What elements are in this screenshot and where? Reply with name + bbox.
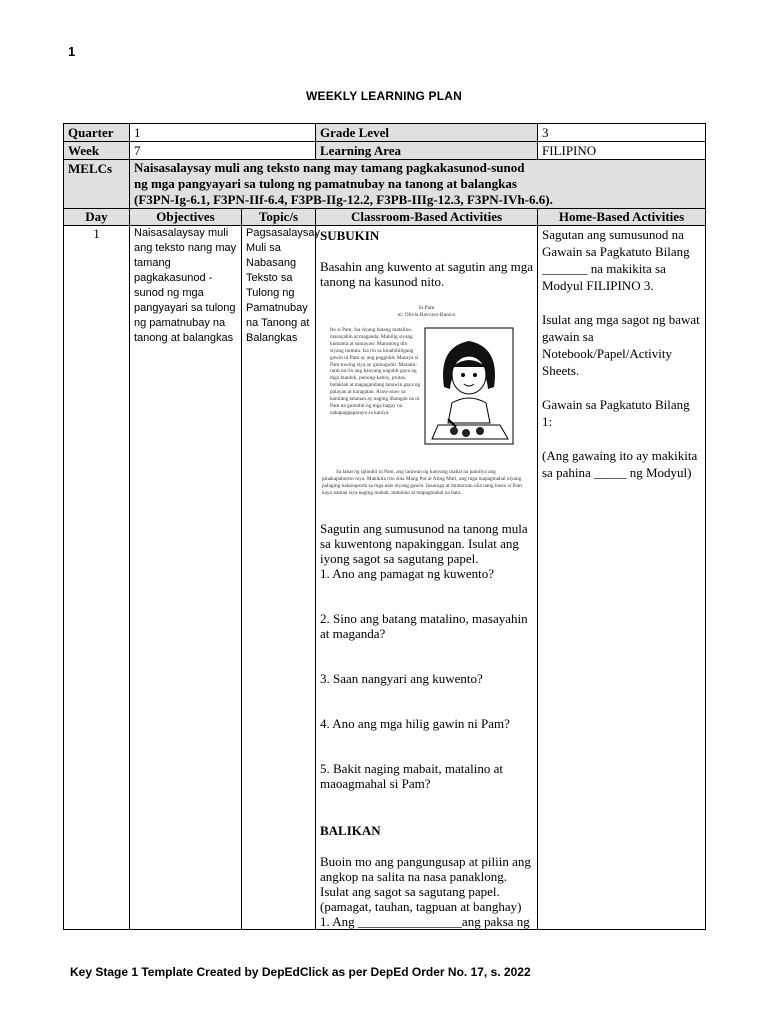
melcs-line-2: ng mga pangyayari sa tulong ng pamatnubay na tanong at balangkas (134, 176, 517, 191)
weekly-plan-table (63, 123, 706, 930)
question-4: 4. Ano ang mga hilig gawin ni Pam? (320, 716, 510, 731)
footer-note: Key Stage 1 Template Created by DepEdClick as per DepEd Order No. 17, s. 2022 (70, 965, 531, 979)
quarter-value: 1 (130, 124, 316, 142)
learning-area-value: FILIPINO (538, 142, 706, 160)
page-number: 1 (68, 44, 76, 59)
grade-level-value: 3 (538, 124, 706, 142)
col-classroom-activities: Classroom-Based Activities (316, 209, 538, 226)
column-header-row (64, 209, 706, 226)
home-activity-4: (Ang gawaing ito ay makikita sa pahina _____ ng Modyul) (542, 448, 698, 480)
story-title: Si Pam (418, 305, 435, 311)
home-activity-3: Gawain sa Pagkatuto Bilang 1: (542, 397, 690, 429)
document-title: WEEKLY LEARNING PLAN (305, 89, 462, 103)
question-5: 5. Bakit naging mabait, matalino at maoagmahal si Pam? (320, 761, 504, 791)
week-label: Week (64, 142, 130, 160)
classroom-activities (316, 226, 538, 930)
balikan-title: BALIKAN (320, 823, 381, 838)
col-day: Day (64, 209, 130, 226)
quarter-label: Quarter (64, 124, 130, 142)
col-home-activities: Home-Based Activities (538, 209, 706, 226)
quarter-row (64, 124, 706, 142)
melcs-line-1: Naisasalaysay muli ang teksto nang may tamang pagkakasunod-sunod (134, 160, 525, 175)
subukin-title: SUBUKIN (320, 228, 380, 243)
questions-intro: Sagutin ang sumusunod na tanong mula sa kuwentong napakinggan. Isulat ang iyong sagot sa sagutang papel. (320, 521, 528, 566)
grade-level-label: Grade Level (316, 124, 538, 142)
col-objectives: Objectives (130, 209, 242, 226)
question-1: 1. Ano ang pamagat ng kuwento? (320, 566, 495, 581)
col-topics: Topic/s (242, 209, 316, 226)
home-activities (538, 226, 706, 930)
story-title-block (320, 305, 533, 319)
topic-value: Pagsasalaysay Muli sa Nabasang Teksto sa Tulong ng Pamatnubay na Tanong at Balangkas (242, 226, 316, 930)
table-row (64, 226, 706, 930)
story-paragraph-2: Sa lahat ng iginuhit ni Pam, ang larawan ng kanyang mahal na pamilya ang pinakapaborito niya. Makikita rito sina Mang Pol at Aling Mari, ang mga mapagmahal niyang palaging nakasuporta sa mga nais niyang gawin. Inaaruga at tinuturuan nila nang husto si Pam kaya naman siya naging mabait, matalino at mapagmahal na bata. (322, 469, 522, 496)
balikan-item-1: 1. Ang ________________ang paksa ng (320, 914, 530, 929)
week-value: 7 (130, 142, 316, 160)
week-row (64, 142, 706, 160)
story-author: ni: Olivia Ravcaro-Banico (397, 312, 456, 318)
story-paragraph-1: Ito si Pam. Isa siyang batang matalino, masayahin at maganda. Mahilig siyang kumanta at sumayaw. Marunong din siyang tumula. Isa rin sa kinahihiligang gawin ni Pam ay ang pagguhit. Masaya si Pam tuwing siya ay gumuguhit. Marami-rami na rin ang kanyang naguhit gaya ng mga bundok, punong-kahoy, prutas, bulaklak at magagandang tanawin gaya ng palayan at karagatan. Araw-araw sa kanilang tahanan ay naging libangan na ni Pam na gumuhit ng mga bagay na nakapagpapasaya sa kaniya. (330, 327, 421, 416)
subukin-instruction: Basahin ang kuwento at sagutin ang mga tanong na kasunod nito. (320, 259, 534, 289)
home-activity-1: Sagutan ang sumusunod na Gawain sa Pagkatuto Bilang _______ na makikita sa Modyul FILIPINO 3. (542, 227, 690, 293)
story-excerpt (320, 299, 533, 521)
home-activity-2: Isulat ang mga sagot ng bawat gawain sa Notebook/Papel/Activity Sheets. (542, 312, 700, 378)
melcs-row (64, 160, 706, 209)
melcs-line-3: (F3PN-Ig-6.1, F3PN-IIf-6.4, F3PB-IIg-12.2, F3PB-IIIg-12.3, F3PN-IVh-6.6). (134, 192, 553, 207)
objectives-value: Naisasalaysay muli ang teksto nang may tamang pagkakasunod -sunod ng mga pangyayari sa tulong ng pamatnubay na tanong at balangkas (130, 226, 242, 930)
question-3: 3. Saan nangyari ang kuwento? (320, 671, 483, 686)
learning-area-label: Learning Area (316, 142, 538, 160)
girl-drawing-illustration (424, 327, 514, 445)
balikan-instruction: Buoin mo ang pangungusap at piliin ang angkop na salita na nasa panaklong. Isulat ang sagot sa sagutang papel. (pamagat, tauhan, tagpuan at banghay) (320, 854, 531, 914)
melcs-label: MELCs (64, 160, 130, 209)
question-2: 2. Sino ang batang matalino, masayahin at maganda? (320, 611, 528, 641)
melcs-text (130, 160, 706, 209)
day-value: 1 (64, 226, 130, 930)
